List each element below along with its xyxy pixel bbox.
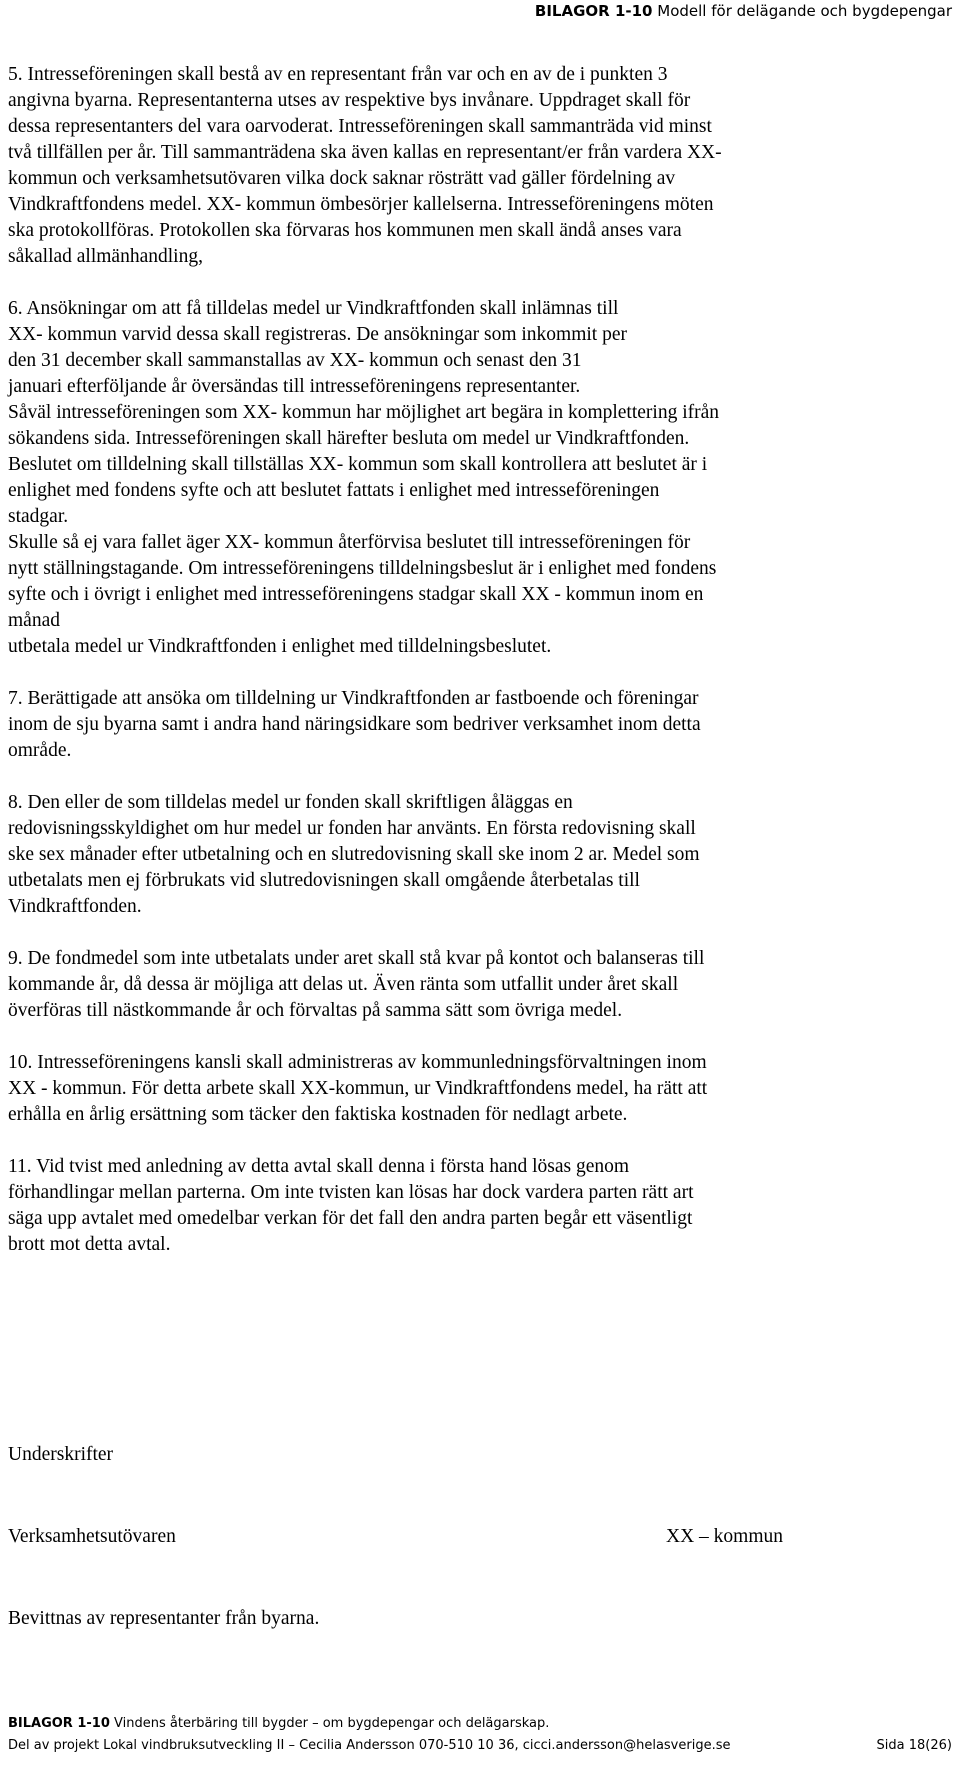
paragraph-9: [8, 946, 908, 1024]
paragraph-7: [8, 686, 908, 764]
paragraph-11: [8, 1154, 908, 1258]
text-line: nytt ställningstagande. Om intresseföreningens tilldelningsbeslut är i enlighet med fondens: [8, 558, 717, 579]
text-line: 6. Ansökningar om att få tilldelas medel ur Vindkraftfonden skall inlämnas till: [8, 298, 619, 319]
text-line: månad: [8, 610, 60, 631]
document-body: [8, 62, 908, 1258]
page-header: [535, 2, 952, 20]
text-line: Vindkraftfonden.: [8, 896, 142, 917]
text-line: 10. Intresseföreningens kansli skall administreras av kommunledningsförvaltningen inom: [8, 1052, 707, 1073]
text-line: 8. Den eller de som tilldelas medel ur fonden skall skriftligen åläggas en: [8, 792, 573, 813]
text-line: erhålla en årlig ersättning som täcker den faktiska kostnaden för nedlagt arbete.: [8, 1104, 628, 1125]
text-line: Skulle så ej vara fallet äger XX- kommun återförvisa beslutet till intresseföreningen för: [8, 532, 691, 553]
text-line: ske sex månader efter utbetalning och en slutredovisning skall ske inom 2 ar. Medel som: [8, 844, 700, 865]
text-line: 11. Vid tvist med anledning av detta avtal skall denna i första hand lösas genom: [8, 1156, 630, 1177]
text-line: överföras till nästkommande år och förvaltas på samma sätt som övriga medel.: [8, 1000, 623, 1021]
witness-line: Bevittnas av representanter från byarna.: [8, 1608, 320, 1629]
text-line: kommun och verksamhetsutövaren vilka dock saknar rösträtt vad gäller fördelning av: [8, 168, 676, 189]
text-line: 5. Intresseföreningen skall bestå av en representant från var och en av de i punkten 3: [8, 64, 668, 85]
footer-bilaga: BILAGOR 1-10: [8, 1716, 110, 1731]
footer-line-2: Del av projekt Lokal vindbruksutveckling II – Cecilia Andersson 070-510 10 36, cicci.andersson@helasverige.se: [8, 1738, 731, 1753]
signatures-heading: Underskrifter: [8, 1444, 114, 1465]
text-line: Vindkraftfondens medel. XX- kommun ömbesörjer kallelserna. Intresseföreningens möten: [8, 194, 714, 215]
text-line: XX- kommun varvid dessa skall registreras. De ansökningar som inkommit per: [8, 324, 628, 345]
text-line: sökandens sida. Intresseföreningen skall härefter besluta om medel ur Vindkraftfonden.: [8, 428, 690, 449]
footer-line-1: [8, 1713, 952, 1735]
text-line: inom de sju byarna samt i andra hand näringsidkare som bedriver verksamhet inom detta: [8, 714, 701, 735]
paragraph-10: [8, 1050, 908, 1128]
text-line: redovisningsskyldighet om hur medel ur fonden har använts. En första redovisning skall: [8, 818, 696, 839]
text-line: ska protokollföras. Protokollen ska förvaras hos kommunen men skall ändå anses vara: [8, 220, 682, 241]
text-line: förhandlingar mellan parterna. Om inte tvisten kan lösas har dock vardera parten rätt art: [8, 1182, 694, 1203]
signature-operator: Verksamhetsutövaren: [8, 1526, 176, 1547]
text-line: Såväl intresseföreningen som XX- kommun har möjlighet art begära in komplettering ifrån: [8, 402, 720, 423]
text-line: den 31 december skall sammanstallas av XX- kommun och senast den 31: [8, 350, 582, 371]
text-line: område.: [8, 740, 72, 761]
text-line: syfte och i övrigt i enlighet med intresseföreningens stadgar skall XX - kommun inom en: [8, 584, 704, 605]
text-line: kommande år, då dessa är möjliga att delas ut. Även ränta som utfallit under året skall: [8, 974, 679, 995]
text-line: 9. De fondmedel som inte utbetalats under aret skall stå kvar på kontot och balanseras till: [8, 948, 705, 969]
paragraph-5: [8, 62, 908, 270]
text-line: Beslutet om tilldelning skall tillställas XX- kommun som skall kontrollera att beslutet är i: [8, 454, 708, 475]
text-line: utbetalats men ej förbrukats vid slutredovisningen skall omgående återbetalas till: [8, 870, 640, 891]
text-line: januari efterföljande år översändas till intresseföreningens representanter.: [8, 376, 581, 397]
paragraph-8: [8, 790, 908, 920]
page-footer: [8, 1713, 952, 1757]
footer-title: Vindens återbäring till bygder – om bygdepengar och delägarskap.: [114, 1716, 550, 1731]
text-line: såkallad allmänhandling,: [8, 246, 203, 267]
text-line: brott mot detta avtal.: [8, 1234, 171, 1255]
text-line: angivna byarna. Representanterna utses av respektive bys invånare. Uppdraget skall för: [8, 90, 691, 111]
text-line: enlighet med fondens syfte och att beslutet fattats i enlighet med intresseföreningen: [8, 480, 660, 501]
text-line: 7. Berättigade att ansöka om tilldelning ur Vindkraftfonden ar fastboende och föreningar: [8, 688, 699, 709]
signature-municipality: XX – kommun: [666, 1526, 783, 1547]
header-bilaga: BILAGOR 1-10: [534, 2, 653, 20]
text-line: stadgar.: [8, 506, 69, 527]
text-line: utbetala medel ur Vindkraftfonden i enlighet med tilldelningsbeslutet.: [8, 636, 552, 657]
text-line: dessa representanters del vara oarvoderat. Intresseföreningen skall sammanträda vid minst: [8, 116, 712, 137]
text-line: två tillfällen per år. Till sammanträdena ska även kallas en representant/er från vardera XX-: [8, 142, 722, 163]
page-number: Sida 18(26): [876, 1738, 952, 1753]
text-line: XX - kommun. För detta arbete skall XX-kommun, ur Vindkraftfondens medel, ha rätt att: [8, 1078, 708, 1099]
header-title: Modell för delägande och bygdepengar: [657, 2, 952, 20]
text-line: säga upp avtalet med omedelbar verkan för det fall den andra parten begår ett väsentligt: [8, 1208, 693, 1229]
paragraph-6: [8, 296, 908, 660]
